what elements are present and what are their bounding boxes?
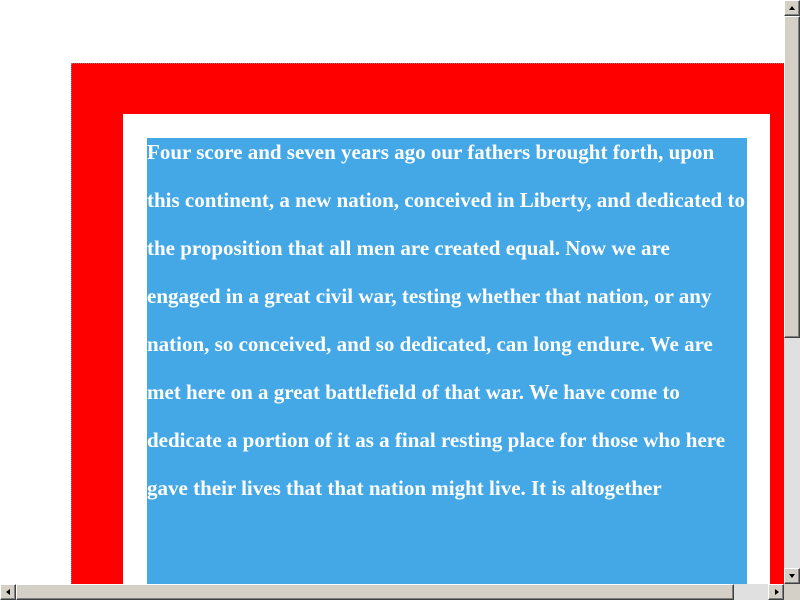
red-outer-frame xyxy=(71,63,784,584)
horizontal-scrollbar[interactable] xyxy=(0,584,784,600)
content-box xyxy=(147,138,747,584)
gettysburg-paragraph: Four score and seven years ago our fathers brought forth, upon this continent, a new nation, conceived in Liberty, and dedicated to the proposition that all men are created equal. Now we are engaged in a great civil war, testing whether that nation, or any nation, so conceived, and so dedicated, can long endure. We are met here on a great battlefield of that war. We have come to dedicate a portion of it as a final resting place for those who here gave their lives that that nation might live. It is altogether xyxy=(147,140,745,500)
white-inner-frame xyxy=(123,114,770,584)
horizontal-scroll-thumb[interactable] xyxy=(16,584,734,600)
arrow-up-icon xyxy=(789,6,795,10)
arrow-left-icon xyxy=(6,589,10,595)
arrow-down-icon xyxy=(789,574,795,578)
scroll-down-button[interactable] xyxy=(784,568,800,584)
vertical-scroll-thumb[interactable] xyxy=(784,16,800,338)
scroll-right-button[interactable] xyxy=(768,584,784,600)
scrollbar-corner xyxy=(784,584,800,600)
vertical-scrollbar[interactable] xyxy=(784,0,800,584)
scroll-up-button[interactable] xyxy=(784,0,800,16)
scroll-left-button[interactable] xyxy=(0,584,16,600)
arrow-right-icon xyxy=(775,589,779,595)
